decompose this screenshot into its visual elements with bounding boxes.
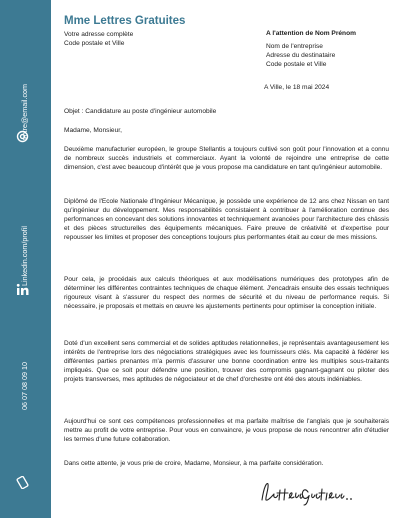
recipient-block (266, 29, 356, 69)
recipient-address: Adresse du destinataire (266, 52, 336, 59)
sender-address (64, 30, 133, 48)
signature (258, 476, 358, 508)
recipient-attention: A l'attention de Nom Prénom (266, 30, 356, 37)
sidebar (0, 0, 51, 518)
paragraph: Diplômé de l'Ecole Nationale d'Ingénieur Mécanique, je possède une expérience de 12 ans chez Nissan en tant qu'ingénieur du développement. Mes responsabilités consistaient à contribuer à l'amélioration continue des performances en concevant des solutions innovantes et techniquement avancées pour l'architecture des châssis et des pièces structurelles des équipements mécaniques. Faire preuve de créativité et d'expertise pour repousser les limites et proposer des conceptions toujours plus performantes était au cœur de mes missions. (64, 198, 389, 241)
paragraph: Doté d'un excellent sens commercial et de solides aptitudes relationnelles, je représentais avantageusement les intérêts de l'entreprise lors des négociations stratégiques avec les fournisseurs clés. Ma capacité à fédérer les différentes parties prenantes m'a permis d'assurer une bonne coordination entre les multiples sous-traitants impliqués. Que ce soit pour défendre une position, trouver des compromis gagnant-gagnant ou piloter des projets transverses, mes aptitudes de négociateur et de chef d'orchestre ont été des atouts indéniables. (64, 340, 389, 383)
letter-date: A Ville, le 18 mai 2024 (264, 84, 330, 91)
sender-address-line: Votre adresse complète (64, 31, 134, 38)
sidebar-phone[interactable]: 06 07 08 09 10 (20, 362, 29, 410)
sender-name: Mme Lettres Gratuites (64, 15, 186, 27)
paragraph: Deuxième manufacturier européen, le groupe Stellantis a toujours cultivé son goût pour l'innovation et a connu de nombreux succès industriels et commerciaux. Ayant la volonté de rejoindre une entreprise de cette dimension, c'est avec beaucoup d'intérêt que je vous propose ma candidature en tant qu'ingénieur automobile. (64, 146, 389, 171)
paragraph: Pour cela, je procédais aux calculs théoriques et aux modélisations numériques des prototypes afin de déterminer les différentes contraintes techniques de chaque élément. J'encadrais ensuite des essais techniques rigoureux visant à s'assurer du respect des normes de sécurité et du niveau de performance requis. Si nécessaire, je proposais et mettais en œuvre les ajustements pertinents pour optimiser la conception initiale. (64, 276, 389, 310)
salutation: Madame, Monsieur, (64, 127, 122, 134)
letter-subject: Objet : Candidature au poste d'ingénieur automobile (64, 108, 217, 115)
sender-postal-city: Code postale et Ville (64, 40, 125, 47)
recipient-postal-city: Code postale et Ville (266, 61, 327, 68)
paragraph: Dans cette attente, je vous prie de croire, Madame, Monsieur, à ma parfaite considération. (64, 460, 324, 467)
sidebar-email[interactable]: votre@email.com (20, 83, 29, 140)
sidebar-linkedin[interactable]: Linkedin.com/profil (20, 226, 29, 286)
recipient-company: Nom de l'entreprise (266, 43, 323, 50)
paragraph: Aujourd'hui ce sont ces compétences professionnelles et ma parfaite maîtrise de l'anglais que je souhaiterais mettre au profit de votre entreprise. Pour vous en convaincre, je vous propose de nous rencontrer afin d'étudier les termes d'une future collaboration. (64, 418, 389, 443)
phone-icon (16, 476, 29, 489)
